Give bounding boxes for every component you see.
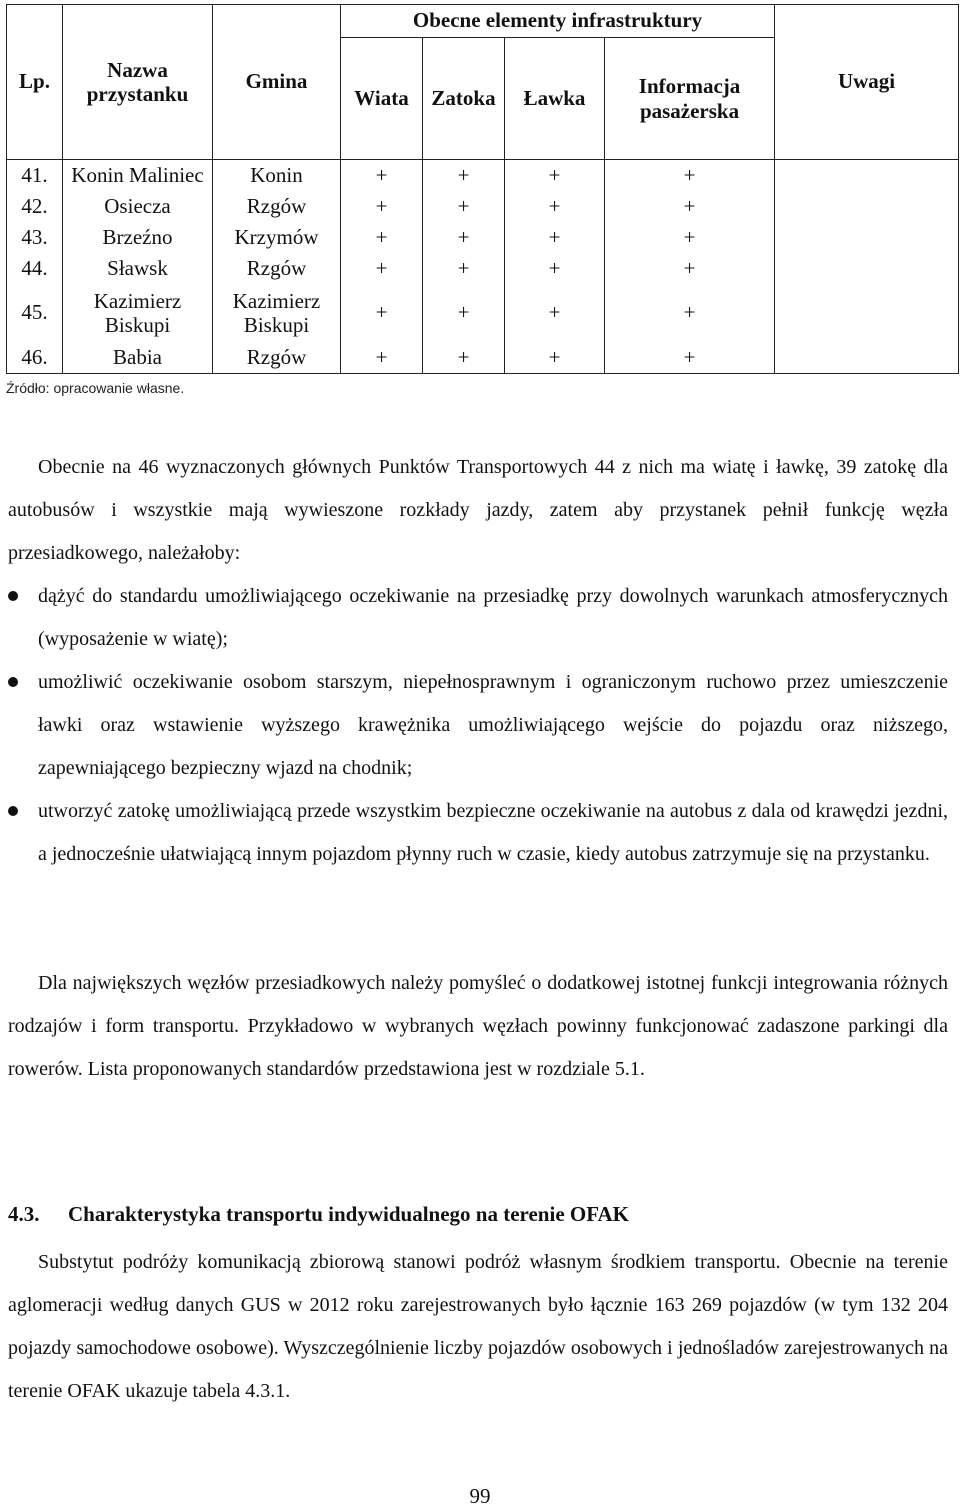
cell-lp: 41. bbox=[7, 160, 63, 192]
list-item-text: dążyć do standardu umożliwiającego oczekiwanie na przesiadkę przy dowolnych warunkach atmosferycznych (wyposażenie w wiatę); bbox=[38, 585, 948, 650]
cell-nazwa: Sławsk bbox=[63, 253, 213, 284]
table-row bbox=[7, 222, 959, 253]
cell-uwagi bbox=[775, 160, 959, 192]
cell-uwagi bbox=[775, 284, 959, 342]
paragraph-infrastructure-text: Obecnie na 46 wyznaczonych głównych Punktów Transportowych 44 z nich ma wiatę i ławkę, 39 zatokę dla autobusów i wszystkie mają wywieszone rozkłady jazdy, zatem aby przystanek pełnił funkcję węzła przesiadkowego, należałoby: bbox=[8, 456, 948, 564]
cell-lp: 46. bbox=[7, 342, 63, 374]
cell-gmina: Krzymów bbox=[213, 222, 341, 253]
cell-info: + bbox=[605, 284, 775, 342]
cell-nazwa: Konin Maliniec bbox=[63, 160, 213, 192]
header-gmina: Gmina bbox=[213, 5, 341, 160]
recommendations-list bbox=[8, 575, 948, 876]
bullet-icon bbox=[8, 677, 18, 687]
cell-wiata: + bbox=[341, 284, 423, 342]
cell-uwagi bbox=[775, 191, 959, 222]
section-title: Charakterystyka transportu indywidualnego na terenie OFAK bbox=[68, 1202, 629, 1226]
cell-uwagi bbox=[775, 222, 959, 253]
cell-nazwa: Brzeźno bbox=[63, 222, 213, 253]
table-row bbox=[7, 342, 959, 374]
cell-lp: 44. bbox=[7, 253, 63, 284]
paragraph-integration: Dla największych węzłów przesiadkowych należy pomyśleć o dodatkowej istotnej funkcji integrowania różnych rodzajów i form transportu. Przykładowo w wybranych węzłach powinny funkcjonować zadaszone parkingi dla rowerów. Lista proponowanych standardów przedstawiona jest w rozdziale 5.1. bbox=[8, 972, 948, 1080]
header-informacja: Informacja pasażerska bbox=[605, 38, 775, 160]
list-item bbox=[8, 661, 948, 790]
cell-info: + bbox=[605, 342, 775, 374]
cell-zatoka: + bbox=[423, 160, 505, 192]
list-item bbox=[8, 575, 948, 661]
bullet-icon bbox=[8, 591, 18, 601]
cell-lp: 43. bbox=[7, 222, 63, 253]
paragraph-individual-transport: Substytut podróży komunikacją zbiorową stanowi podróż własnym środkiem transportu. Obecnie na terenie aglomeracji według danych GUS w 2012 roku zarejestrowanych było łącznie 163 269 pojazdów (w tym 132 204 pojazdy samochodowe osobowe). Wyszczególnienie liczby pojazdów osobowych i jednośladów zarejestrowanych na terenie OFAK ukazuje tabela 4.3.1. bbox=[8, 1251, 948, 1402]
cell-lawka: + bbox=[505, 253, 605, 284]
header-group: Obecne elementy infrastruktury bbox=[341, 5, 775, 38]
cell-lawka: + bbox=[505, 191, 605, 222]
header-wiata: Wiata bbox=[341, 38, 423, 160]
cell-lawka: + bbox=[505, 222, 605, 253]
cell-wiata: + bbox=[341, 191, 423, 222]
cell-zatoka: + bbox=[423, 222, 505, 253]
cell-info: + bbox=[605, 253, 775, 284]
cell-zatoka: + bbox=[423, 253, 505, 284]
cell-lawka: + bbox=[505, 160, 605, 192]
table-row bbox=[7, 253, 959, 284]
cell-uwagi bbox=[775, 253, 959, 284]
section-number: 4.3. bbox=[8, 1202, 40, 1226]
bullet-icon bbox=[8, 806, 18, 816]
list-item-text: umożliwić oczekiwanie osobom starszym, niepełnosprawnym i ograniczonym ruchowo przez umieszczenie ławki oraz wstawienie wyższego krawężnika umożliwiającego wejście do pojazdu oraz niższego, zapewniającego bezpieczny wjazd na chodnik; bbox=[38, 671, 948, 779]
cell-wiata: + bbox=[341, 222, 423, 253]
list-item-text: utworzyć zatokę umożliwiającą przede wszystkim bezpieczne oczekiwanie na autobus z dala od krawędzi jezdni, a jednocześnie ułatwiającą innym pojazdom płynny ruch w czasie, kiedy autobus zatrzymuje się na przystanku. bbox=[38, 800, 948, 865]
cell-lp: 45. bbox=[7, 284, 63, 342]
cell-zatoka: + bbox=[423, 342, 505, 374]
cell-zatoka: + bbox=[423, 284, 505, 342]
cell-info: + bbox=[605, 160, 775, 192]
cell-gmina: Konin bbox=[213, 160, 341, 192]
table-row bbox=[7, 191, 959, 222]
cell-lp: 42. bbox=[7, 191, 63, 222]
cell-gmina: Rzgów bbox=[213, 191, 341, 222]
cell-lawka: + bbox=[505, 342, 605, 374]
header-uwagi: Uwagi bbox=[775, 5, 959, 160]
header-lp: Lp. bbox=[7, 5, 63, 160]
cell-gmina: Rzgów bbox=[213, 253, 341, 284]
cell-wiata: + bbox=[341, 160, 423, 192]
cell-gmina: Rzgów bbox=[213, 342, 341, 374]
cell-zatoka: + bbox=[423, 191, 505, 222]
section-heading bbox=[8, 1202, 629, 1227]
list-item bbox=[8, 790, 948, 876]
page-number: 99 bbox=[469, 1484, 491, 1508]
cell-info: + bbox=[605, 222, 775, 253]
cell-info: + bbox=[605, 191, 775, 222]
table-source: Źródło: opracowanie własne. bbox=[6, 380, 185, 396]
table-row bbox=[7, 160, 959, 192]
cell-nazwa: Babia bbox=[63, 342, 213, 374]
cell-lawka: + bbox=[505, 284, 605, 342]
header-lawka: Ławka bbox=[505, 38, 605, 160]
cell-wiata: + bbox=[341, 342, 423, 374]
cell-nazwa: Osiecza bbox=[63, 191, 213, 222]
cell-wiata: + bbox=[341, 253, 423, 284]
cell-gmina: Kazimierz Biskupi bbox=[213, 284, 341, 342]
header-nazwa: Nazwa przystanku bbox=[63, 5, 213, 160]
infrastructure-table bbox=[6, 4, 959, 374]
paragraph-infrastructure bbox=[8, 446, 948, 575]
cell-nazwa: Kazimierz Biskupi bbox=[63, 284, 213, 342]
header-zatoka: Zatoka bbox=[423, 38, 505, 160]
table-row bbox=[7, 284, 959, 342]
cell-uwagi bbox=[775, 342, 959, 374]
